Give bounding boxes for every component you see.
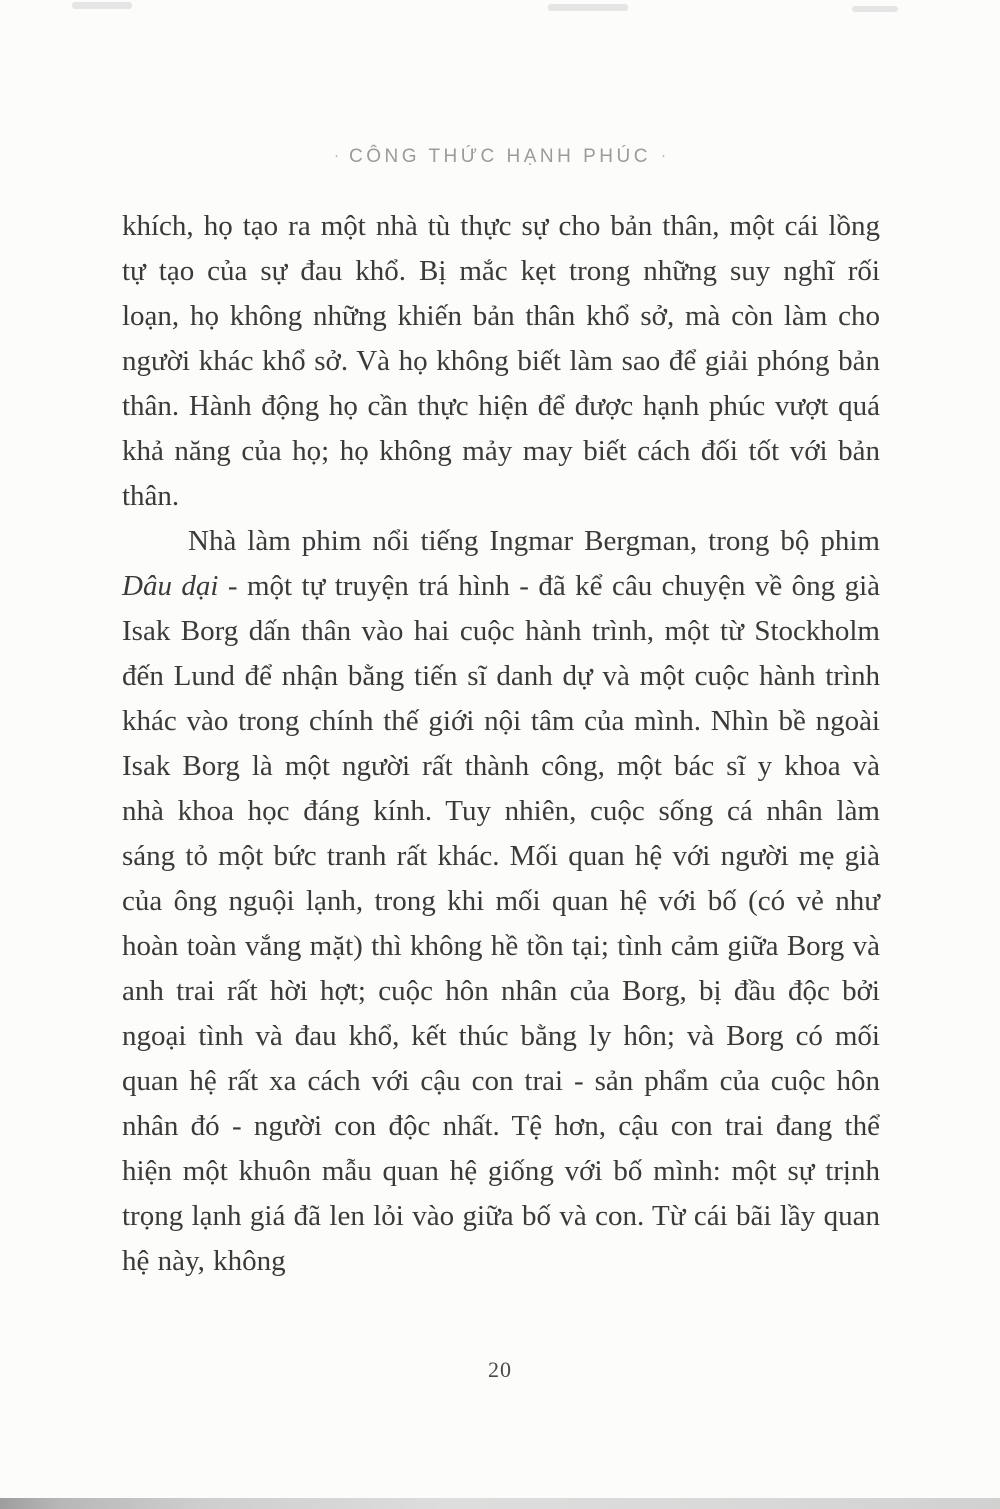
running-header [0, 146, 1000, 168]
body-paragraph [122, 519, 880, 1284]
book-title-italic: Dâu dại [122, 570, 219, 602]
header-bullet-left-icon: · [334, 147, 340, 164]
running-header-title: CÔNG THỨC HẠNH PHÚC [349, 146, 651, 167]
header-bullet-right-icon: · [660, 147, 666, 164]
scan-artifact-top-left [72, 2, 132, 9]
scan-artifact-top-middle [548, 4, 628, 11]
paragraph-2-text-before: Nhà làm phim nổi tiếng Ingmar Bergman, trong bộ phim [188, 525, 880, 557]
scan-artifact-top-right [852, 6, 898, 12]
body-paragraph: khích, họ tạo ra một nhà tù thực sự cho bản thân, một cái lồng tự tạo của sự đau khổ. Bị mắc kẹt trong những suy nghĩ rối loạn, họ không những khiến bản thân khổ sở, mà còn làm cho người khác khổ sở. Và họ không biết làm sao để giải phóng bản thân. Hành động họ cần thực hiện để được hạnh phúc vượt quá khả năng của họ; họ không mảy may biết cách đối tốt với bản thân. [122, 210, 880, 512]
scan-artifact-bottom-edge [0, 1498, 1000, 1509]
page-body-text [122, 204, 880, 1284]
page-number: 20 [488, 1357, 512, 1382]
paragraph-2-text-after: - một tự truyện trá hình - đã kể câu chuyện về ông già Isak Borg dấn thân vào hai cuộc hành trình, một từ Stockholm đến Lund để nhận bằng tiến sĩ danh dự và một cuộc hành trình khác vào trong chính thế giới nội tâm của mình. Nhìn bề ngoài Isak Borg là một người rất thành công, một bác sĩ y khoa và nhà khoa học đáng kính. Tuy nhiên, cuộc sống cá nhân làm sáng tỏ một bức tranh rất khác. Mối quan hệ với người mẹ già của ông nguội lạnh, trong khi mối quan hệ với bố (có vẻ như hoàn toàn vắng mặt) thì không hề tồn tại; tình cảm giữa Borg và anh trai rất hời hợt; cuộc hôn nhân của Borg, bị đầu độc bởi ngoại tình và đau khổ, kết thúc bằng ly hôn; và Borg có mối quan hệ rất xa cách với cậu con trai - sản phẩm của cuộc hôn nhân đó - người con độc nhất. Tệ hơn, cậu con trai đang thể hiện một khuôn mẫu quan hệ giống với bố mình: một sự trịnh trọng lạnh giá đã len lỏi vào giữa bố và con. Từ cái bãi lầy quan hệ này, không [122, 570, 880, 1277]
